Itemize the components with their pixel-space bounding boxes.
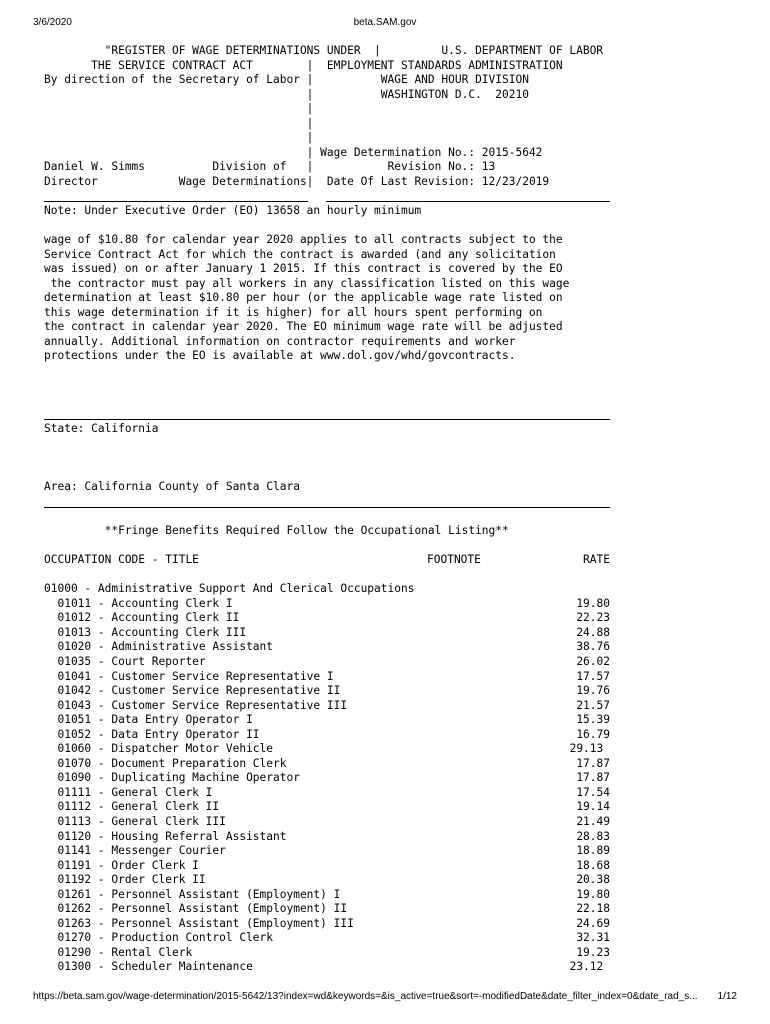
occupation-title: 01191 - Order Clerk I <box>44 858 199 872</box>
occupation-title: 01270 - Production Control Clerk <box>44 931 274 945</box>
state-line: State: California <box>44 422 159 436</box>
print-url: https://beta.sam.gov/wage-determination/2015-5642/13?index=wd&keywords=&is_active=true&sort=-modifiedDate&date_filter_index=0&date_rad_s... <box>33 991 698 1002</box>
column-header-rate: RATE <box>583 553 610 567</box>
occupation-title: 01300 - Scheduler Maintenance <box>44 960 253 974</box>
occupation-title: 01042 - Customer Service Representative II <box>44 684 341 698</box>
occupation-title: 01051 - Data Entry Operator I <box>44 713 253 727</box>
letterhead-divider <box>44 189 610 204</box>
occupation-row <box>44 859 610 874</box>
occupation-row <box>44 830 610 845</box>
occupation-rate: 32.31 <box>576 931 610 945</box>
occupation-title: 01262 - Personnel Assistant (Employment) II <box>44 902 348 916</box>
letterhead-line: | Wage Determination No.: 2015-5642 <box>44 145 543 159</box>
occupation-title: 01020 - Administrative Assistant <box>44 640 274 654</box>
occupation-title: 01263 - Personnel Assistant (Employment) III <box>44 916 354 930</box>
occupation-row <box>44 844 610 859</box>
occupation-rate: 38.76 <box>576 640 610 654</box>
occupation-row <box>44 917 610 932</box>
occupation-row <box>44 771 610 786</box>
letterhead-line: "REGISTER OF WAGE DETERMINATIONS UNDER | U.S. DEPARTMENT OF LABOR <box>44 44 604 57</box>
occupation-rate: 22.18 <box>576 902 610 916</box>
occupation-row <box>44 742 610 757</box>
occupation-row <box>44 699 610 714</box>
occupation-rate: 19.80 <box>576 596 610 610</box>
occupation-rate: 18.89 <box>576 844 610 858</box>
occupation-row <box>44 946 610 961</box>
occupation-row <box>44 960 610 975</box>
occupation-rate: 24.88 <box>576 625 610 639</box>
occupation-title: 01261 - Personnel Assistant (Employment) I <box>44 887 341 901</box>
occupation-title: 01113 - General Clerk III <box>44 814 226 828</box>
note-line: determination at least $10.80 per hour (or the applicable wage rate listed on <box>44 291 563 305</box>
note-line <box>44 219 610 234</box>
occupation-rate: 19.23 <box>576 945 610 959</box>
letterhead-line: | <box>44 131 314 145</box>
occupation-row <box>44 655 610 670</box>
occupation-row <box>44 888 610 903</box>
occupation-rate: 17.54 <box>576 785 610 799</box>
occupation-row <box>44 757 610 772</box>
occupation-title: 01060 - Dispatcher Motor Vehicle <box>44 742 274 756</box>
occupation-rate: 19.76 <box>576 684 610 698</box>
occupation-rate: 24.69 <box>576 916 610 930</box>
occupation-row <box>44 670 610 685</box>
occupation-title: 01120 - Housing Referral Assistant <box>44 829 287 843</box>
occupation-title: 01070 - Document Preparation Clerk <box>44 756 287 770</box>
occupation-row <box>44 626 610 641</box>
occupation-title: 01112 - General Clerk II <box>44 800 220 814</box>
occupation-rate: 19.14 <box>576 800 610 814</box>
letterhead-line: Daniel W. Simms Division of | Revision No.: 13 <box>44 160 496 174</box>
letterhead-line: | <box>44 116 314 130</box>
occupation-rate: 15.39 <box>576 713 610 727</box>
occupation-rate: 20.38 <box>576 873 610 887</box>
occupation-title: 01041 - Customer Service Representative I <box>44 669 334 683</box>
occupation-row <box>44 640 610 655</box>
occupation-rate: 21.57 <box>576 698 610 712</box>
occupation-title: 01052 - Data Entry Operator II <box>44 727 260 741</box>
occupation-row <box>44 902 610 917</box>
occupation-title: 01035 - Court Reporter <box>44 654 206 668</box>
occupation-rate: 23.12 <box>569 960 610 974</box>
occupation-row <box>44 728 610 743</box>
column-header-code-title: OCCUPATION CODE - TITLE <box>44 553 199 567</box>
occupation-row <box>44 786 610 801</box>
letterhead-line: THE SERVICE CONTRACT ACT | EMPLOYMENT STANDARDS ADMINISTRATION <box>44 58 563 72</box>
occupation-title: 01290 - Rental Clerk <box>44 945 193 959</box>
area-line: Area: California County of Santa Clara <box>44 480 300 494</box>
occupation-title: 01090 - Duplicating Machine Operator <box>44 771 300 785</box>
note-line: Service Contract Act for which the contract is awarded (and any solicitation <box>44 247 556 261</box>
occupation-list <box>44 597 610 975</box>
letterhead-line: By direction of the Secretary of Labor | WAGE AND HOUR DIVISION <box>44 73 529 87</box>
occupation-row <box>44 800 610 815</box>
occupation-title: 01011 - Accounting Clerk I <box>44 596 233 610</box>
print-site-title: beta.SAM.gov <box>353 17 417 28</box>
occupation-row <box>44 713 610 728</box>
occupation-rate: 22.23 <box>576 611 610 625</box>
note-line: the contract in calendar year 2020. The EO minimum wage rate will be adjusted <box>44 320 563 334</box>
occupation-rate: 19.80 <box>576 887 610 901</box>
occupation-rate: 29.13 <box>569 742 610 756</box>
occupation-rate: 16.79 <box>576 727 610 741</box>
occupation-row <box>44 931 610 946</box>
note-line: Note: Under Executive Order (EO) 13658 an hourly minimum <box>44 204 422 218</box>
letterhead-line: | <box>44 102 314 116</box>
eo-minimum-wage-note <box>44 204 610 364</box>
fringe-benefits-note: **Fringe Benefits Required Follow the Occupational Listing** <box>44 524 509 538</box>
occupation-title: 01013 - Accounting Clerk III <box>44 625 247 639</box>
occupation-title: 01012 - Accounting Clerk II <box>44 611 240 625</box>
occupation-title: 01111 - General Clerk I <box>44 785 213 799</box>
print-date: 3/6/2020 <box>33 17 72 28</box>
occupation-title: 01141 - Messenger Courier <box>44 844 226 858</box>
occupation-row <box>44 815 610 830</box>
occupation-table-header <box>44 553 610 568</box>
letterhead <box>44 44 610 204</box>
occupation-row <box>44 684 610 699</box>
occupation-row <box>44 597 610 612</box>
occupation-rate: 17.57 <box>576 669 610 683</box>
section-divider <box>44 408 610 423</box>
note-line: annually. Additional information on contractor requirements and worker <box>44 334 516 348</box>
note-line: this wage determination if it is higher) for all hours spent performing on <box>44 305 543 319</box>
occupation-row <box>44 873 610 888</box>
note-line: the contractor must pay all workers in any classification listed on this wage <box>44 276 570 290</box>
column-header-footnote: FOOTNOTE <box>427 553 481 567</box>
occupation-rate: 17.87 <box>576 756 610 770</box>
occupation-rate: 17.87 <box>576 771 610 785</box>
occupation-rate: 26.02 <box>576 654 610 668</box>
occupation-rate: 28.83 <box>576 829 610 843</box>
occupation-row <box>44 611 610 626</box>
section-divider <box>44 495 610 510</box>
occupation-rate: 18.68 <box>576 858 610 872</box>
print-page-number: 1/12 <box>717 991 737 1002</box>
occupation-rate: 21.49 <box>576 814 610 828</box>
occupation-group-header: 01000 - Administrative Support And Clerical Occupations <box>44 582 415 596</box>
occupation-title: 01192 - Order Clerk II <box>44 873 206 887</box>
letterhead-line: | WASHINGTON D.C. 20210 <box>44 87 529 101</box>
wage-determination-document <box>44 44 610 975</box>
note-line: was issued) on or after January 1 2015. If this contract is covered by the EO <box>44 262 563 276</box>
note-line: protections under the EO is available at www.dol.gov/whd/govcontracts. <box>44 349 516 363</box>
letterhead-line: Director Wage Determinations| Date Of Last Revision: 12/23/2019 <box>44 174 550 188</box>
note-line: wage of $10.80 for calendar year 2020 applies to all contracts subject to the <box>44 233 563 247</box>
occupation-title: 01043 - Customer Service Representative III <box>44 698 348 712</box>
